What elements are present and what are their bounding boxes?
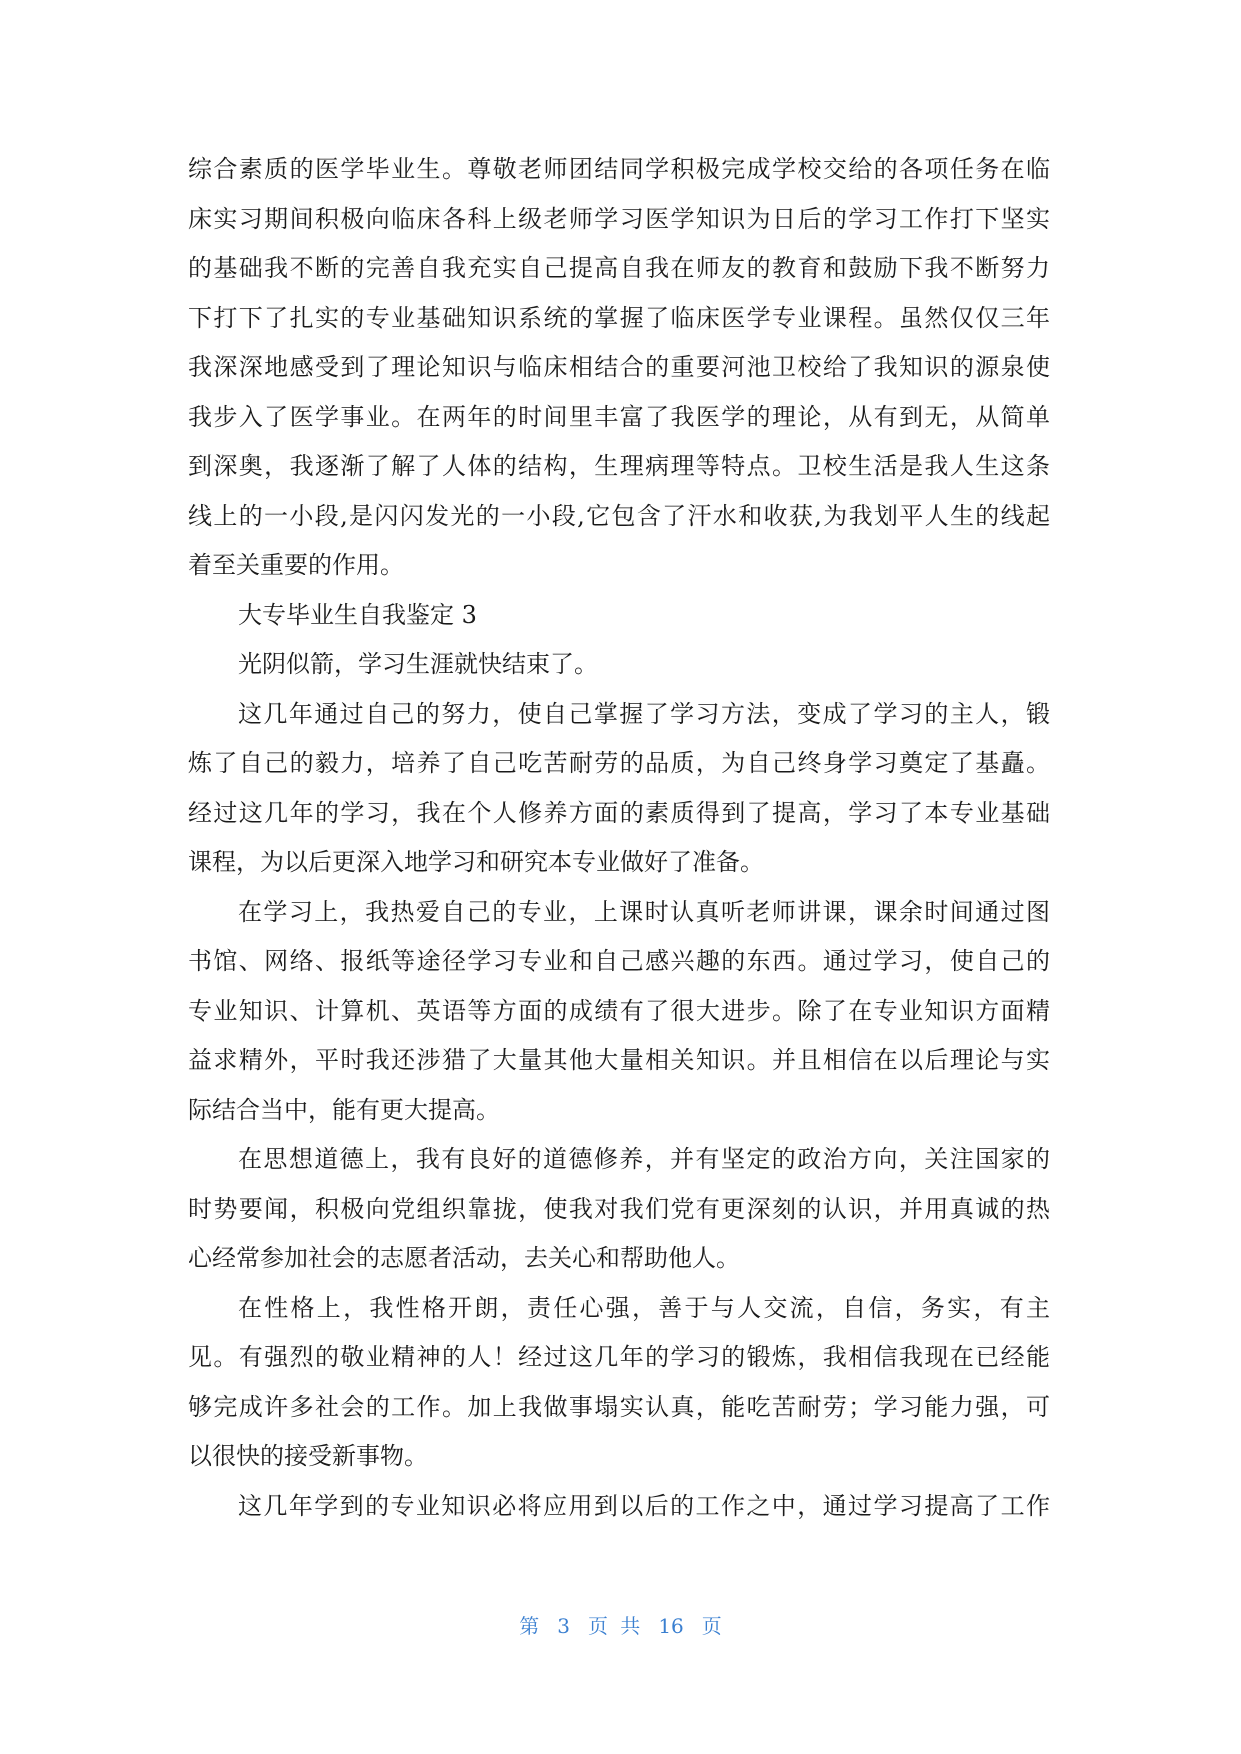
text-line: 专业知识、计算机、英语等方面的成绩有了很大进步。除了在专业知识方面精 [188,996,1050,1025]
text-line: 的基础我不断的完善自我充实自己提高自我在师友的教育和鼓励下我不断努力 [188,254,1050,282]
text-line: 大专毕业生自我鉴定 3 [238,600,477,629]
footer-prefix: 第 [519,1614,540,1638]
text-line: 见。有强烈的敬业精神的人！经过这几年的学习的锻炼，我相信我现在已经能 [188,1343,1050,1371]
text-line: 课程，为以后更深入地学习和研究本专业做好了准备。 [188,848,764,876]
text-line: 到深奥，我逐渐了解了人体的结构，生理病理等特点。卫校生活是我人生这条 [188,452,1050,480]
text-line: 时势要闻，积极向党组织靠拢，使我对我们党有更深刻的认识，并用真诚的热 [188,1194,1050,1223]
text-line: 光阴似箭，学习生涯就快结束了。 [238,650,598,678]
body-text [188,145,1050,1531]
text-line: 炼了自己的毅力，培养了自己吃苦耐劳的品质，为自己终身学习奠定了基矗。 [188,749,1050,777]
footer-total-pages: 16 [658,1614,684,1638]
text-line: 我步入了医学事业。在两年的时间里丰富了我医学的理论，从有到无，从简单 [188,402,1050,431]
text-line: 我深深地感受到了理论知识与临床相结合的重要河池卫校给了我知识的源泉使 [188,353,1050,381]
text-line: 着至关重要的作用。 [188,551,404,579]
text-line: 下打下了扎实的专业基础知识系统的掌握了临床医学专业课程。虽然仅仅三年 [188,303,1050,332]
footer-current-page: 3 [557,1614,570,1638]
page-footer [0,1610,1241,1639]
footer-middle: 页 共 [587,1614,641,1638]
text-line: 际结合当中，能有更大提高。 [188,1095,500,1124]
text-line: 在学习上，我热爱自己的专业，上课时认真听老师讲课，课余时间通过图 [238,897,1050,926]
text-line: 心经常参加社会的志愿者活动，去关心和帮助他人。 [188,1244,740,1272]
text-line: 线上的一小段,是闪闪发光的一小段,它包含了汗水和收获,为我划平人生的线起 [188,501,1050,530]
text-line: 益求精外，平时我还涉猎了大量其他大量相关知识。并且相信在以后理论与实 [188,1046,1050,1074]
text-line: 够完成许多社会的工作。加上我做事塌实认真，能吃苦耐劳；学习能力强，可 [188,1392,1050,1421]
text-line: 这几年学到的专业知识必将应用到以后的工作之中，通过学习提高了工作 [238,1491,1050,1520]
text-line: 在思想道德上，我有良好的道德修养，并有坚定的政治方向，关注国家的 [238,1145,1050,1173]
text-line: 这几年通过自己的努力，使自己掌握了学习方法，变成了学习的主人，锻 [238,699,1050,728]
text-line: 综合素质的医学毕业生。尊敬老师团结同学积极完成学校交给的各项任务在临 [188,155,1050,183]
text-line: 床实习期间积极向临床各科上级老师学习医学知识为日后的学习工作打下坚实 [188,204,1050,233]
text-line: 在性格上，我性格开朗，责任心强，善于与人交流，自信，务实，有主 [238,1293,1050,1322]
text-line: 经过这几年的学习，我在个人修养方面的素质得到了提高，学习了本专业基础 [188,798,1050,827]
text-line: 以很快的接受新事物。 [188,1442,428,1470]
text-line: 书馆、网络、报纸等途径学习专业和自己感兴趣的东西。通过学习，使自己的 [188,947,1050,975]
footer-suffix: 页 [701,1614,722,1638]
